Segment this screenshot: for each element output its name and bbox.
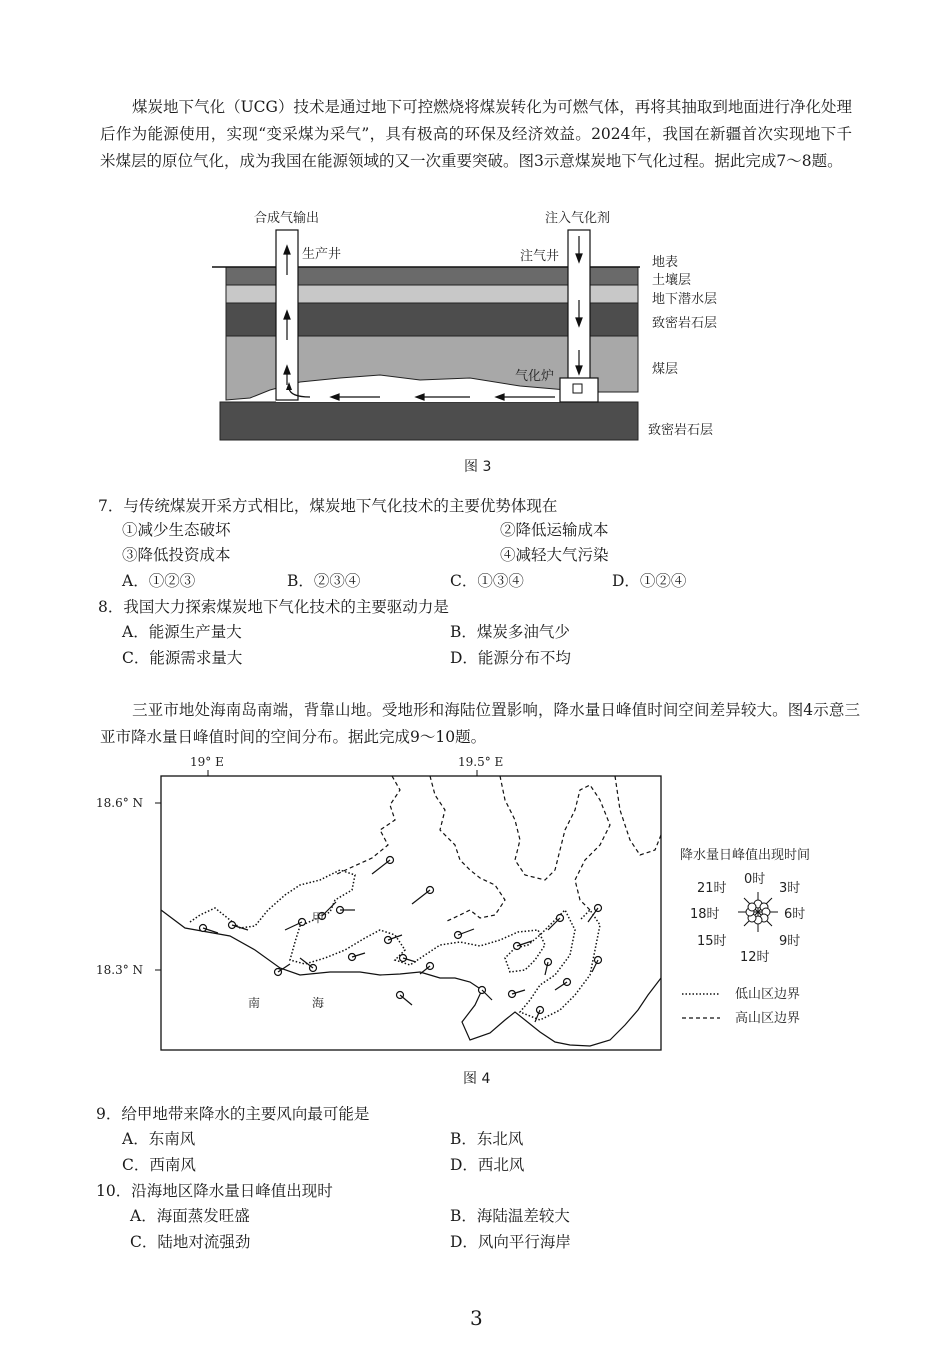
q7-option-b[interactable]: B．②③④ [287, 572, 361, 590]
lon-label-19-5: 19.5° E [458, 755, 504, 769]
lat-label-18-6: 18.6° N [96, 796, 144, 810]
sea-label-2: 海 [312, 996, 325, 1010]
figure-3-caption: 图 3 [464, 459, 492, 475]
q9-option-d[interactable]: D．西北风 [450, 1156, 525, 1174]
figure-4-caption: 图 4 [463, 1071, 491, 1087]
figure-3-diagram [0, 200, 950, 460]
q8-option-b[interactable]: B．煤炭多油气少 [450, 623, 570, 641]
q10-option-d[interactable]: D．风向平行海岸 [450, 1233, 571, 1251]
dense-rock-label-1: 致密岩石层 [652, 316, 718, 331]
syngas-output-label: 合成气输出 [254, 211, 320, 226]
lat-label-18-3: 18.3° N [96, 963, 144, 977]
clock-0: 0时 [744, 872, 766, 887]
q7-item-1: ①减少生态破坏 [122, 521, 231, 539]
clock-9: 9时 [779, 934, 801, 949]
q7-item-2: ②降低运输成本 [500, 521, 609, 539]
q10-option-c[interactable]: C．陆地对流强劲 [130, 1233, 251, 1251]
legend-low-label: 低山区边界 [735, 987, 801, 1002]
q7-item-4: ④减轻大气污染 [500, 546, 609, 564]
page-number: 3 [470, 1306, 483, 1330]
lon-label-19: 19° E [190, 755, 224, 769]
soil-label: 土壤层 [652, 273, 692, 288]
q7-item-3: ③降低投资成本 [122, 546, 231, 564]
q8-option-d[interactable]: D．能源分布不均 [450, 649, 571, 667]
clock-3: 3时 [779, 881, 801, 896]
clock-21: 21时 [697, 881, 727, 896]
q8-option-c[interactable]: C．能源需求量大 [122, 649, 243, 667]
place-jia-label: 甲 [312, 911, 325, 925]
intro-paragraph-1 [100, 94, 852, 175]
dense-rock-label-2: 致密岩石层 [648, 423, 714, 438]
q9-option-a[interactable]: A．东南风 [122, 1130, 196, 1148]
sea-label-1: 南 [248, 996, 261, 1010]
q7-option-c[interactable]: C．①③④ [450, 572, 524, 590]
q9-stem: 9．给甲地带来降水的主要风向最可能是 [96, 1105, 370, 1123]
figure-4-map [0, 750, 950, 1060]
dense-rock-layer-2 [220, 402, 638, 440]
intro-2-text: 三亚市地处海南岛南端，背靠山地。受地形和海陆位置影响，降水量日峰值时间空间差异较大。图4示意三亚市降水量日峰值时间的空间分布。据此完成9～10题。 [100, 701, 860, 746]
q10-stem: 10．沿海地区降水量日峰值出现时 [96, 1182, 333, 1200]
intro-paragraph-2 [100, 697, 860, 751]
injection-well-label: 注气井 [520, 249, 560, 264]
q8-option-a[interactable]: A．能源生产量大 [122, 623, 242, 641]
q7-stem: 7．与传统煤炭开采方式相比，煤炭地下气化技术的主要优势体现在 [98, 497, 558, 515]
q8-stem: 8．我国大力探索煤炭地下气化技术的主要驱动力是 [98, 598, 449, 616]
legend-title: 降水量日峰值出现时间 [680, 848, 811, 863]
inject-agent-label: 注入气化剂 [545, 211, 611, 226]
q10-option-a[interactable]: A．海面蒸发旺盛 [130, 1207, 250, 1225]
q9-option-c[interactable]: C．西南风 [122, 1156, 196, 1174]
clock-15: 15时 [697, 934, 727, 949]
groundwater-label: 地下潜水层 [652, 292, 718, 307]
clock-12: 12时 [740, 950, 770, 965]
coal-label: 煤层 [652, 362, 679, 377]
clock-6: 6时 [784, 907, 806, 922]
production-well-label: 生产井 [302, 247, 342, 262]
gasifier-label: 气化炉 [515, 369, 555, 384]
q10-option-b[interactable]: B．海陆温差较大 [450, 1207, 570, 1225]
clock-18: 18时 [690, 907, 720, 922]
surface-label: 地表 [652, 255, 679, 270]
clock-legend-icon [738, 892, 778, 932]
intro-1-text: 煤炭地下气化（UCG）技术是通过地下可控燃烧将煤炭转化为可燃气体，再将其抽取到地面进行净化处理后作为能源使用，实现“变采煤为采气”，具有极高的环保及经济效益。2024年，我国在新疆首次实现地下千米煤层的原位气化，成为我国在能源领域的又一次重要突破。图3示意煤炭地下气化过程。据此完成7～8题。 [100, 98, 852, 170]
q7-option-a[interactable]: A．①②③ [122, 572, 196, 590]
q9-option-b[interactable]: B．东北风 [450, 1130, 524, 1148]
legend-high-label: 高山区边界 [735, 1011, 801, 1026]
q7-option-d[interactable]: D．①②④ [612, 572, 687, 590]
